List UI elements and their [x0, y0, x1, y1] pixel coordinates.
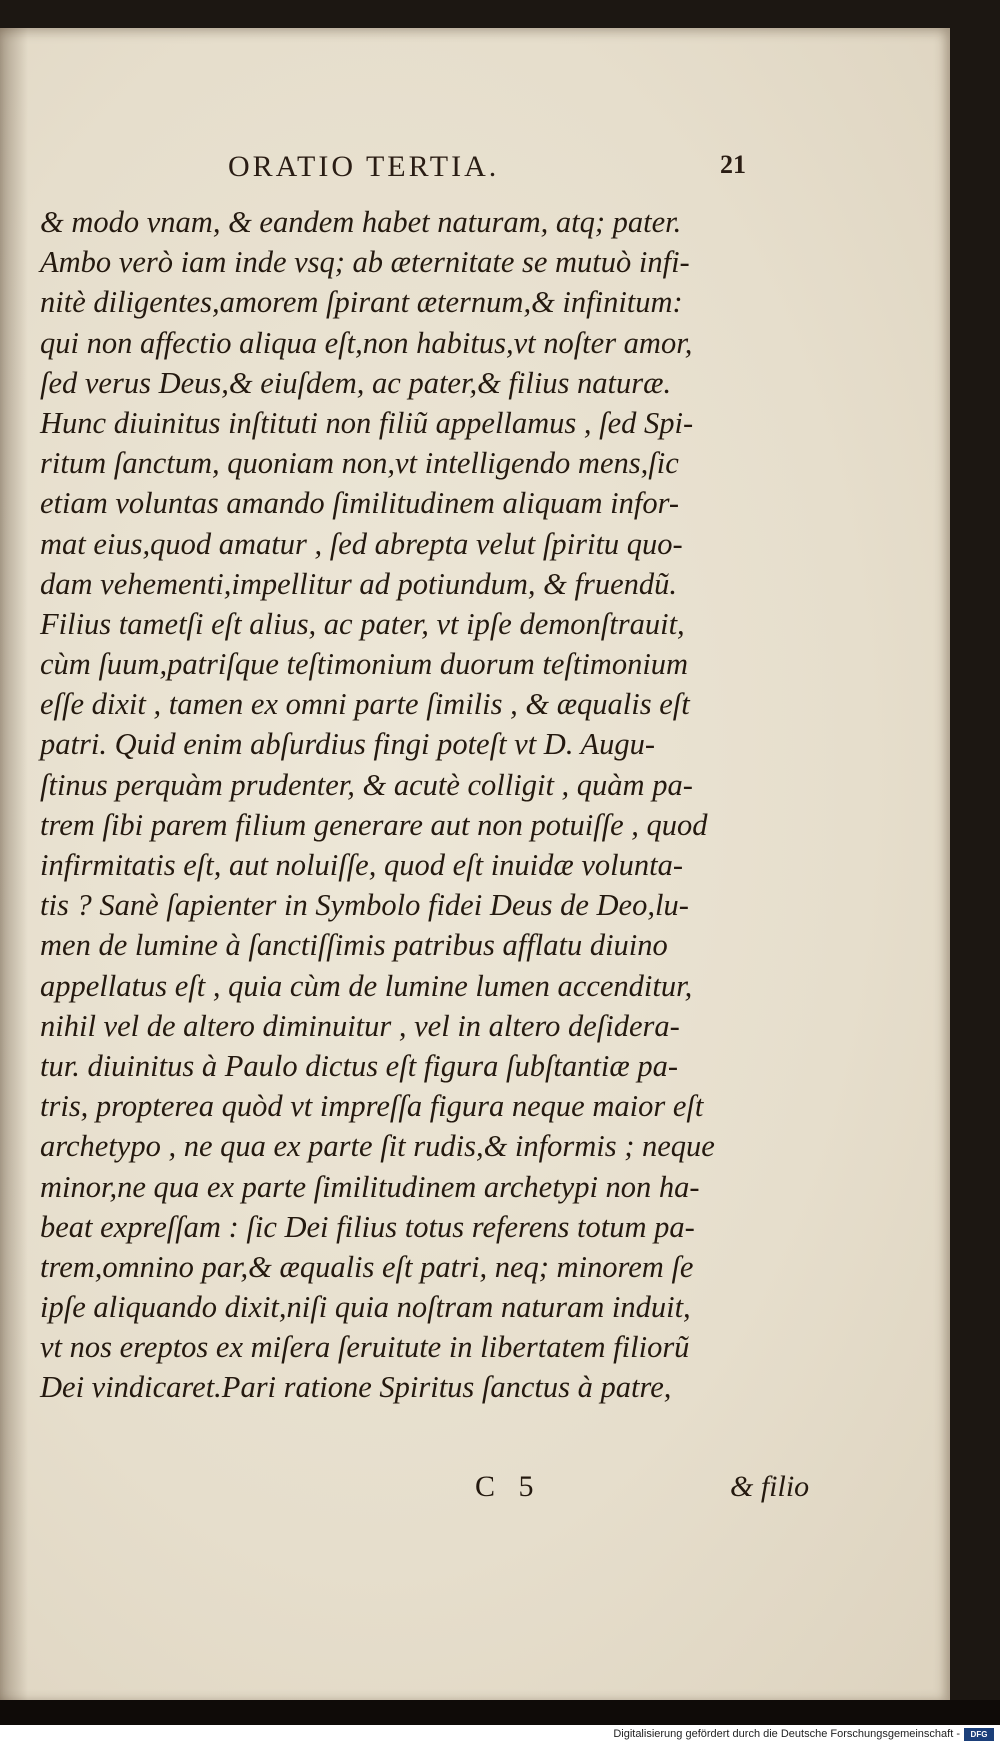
- text-line: & modo vnam, & eandem habet naturam, atq; pater.: [40, 205, 682, 239]
- text-line: nitè diligentes,amorem ſpirant æternum,& infinitum:: [40, 285, 683, 320]
- running-title: ORATIO TERTIA.: [228, 150, 500, 183]
- text-line: archetypo , ne qua ex parte ſit rudis,& informis ; neque: [40, 1129, 715, 1164]
- credit-bar: [0, 1725, 1000, 1745]
- text-line: ipſe aliquando dixit,niſi quia noſtram naturam induit,: [40, 1290, 691, 1325]
- page-header: [40, 150, 810, 190]
- text-line: trem,omnino par,& æqualis eſt patri, neq; minorem ſe: [40, 1249, 694, 1284]
- catchword: & filio: [730, 1470, 810, 1503]
- text-line: infirmitatis eſt, aut noluiſſe, quod eſt inuidæ volunta-: [40, 848, 684, 882]
- text-line: men de lumine à ſanctiſſimis patribus afflatu diuino: [40, 928, 668, 963]
- text-line: patri. Quid enim abſurdius fingi poteſt vt D. Augu-: [40, 727, 656, 762]
- text-line: Dei vindicaret.Pari ratione Spiritus ſanctus à patre,: [40, 1370, 672, 1405]
- text-line: qui non affectio aliqua eſt,non habitus,vt noſter amor,: [40, 325, 693, 360]
- text-line: nihil vel de altero diminuitur , vel in altero deſidera-: [40, 1008, 680, 1043]
- page-footer: [40, 1470, 810, 1510]
- text-line: ritum ſanctum, quoniam non,vt intelligendo mens,ſic: [40, 446, 679, 481]
- text-line: tur. diuinitus à Paulo dictus eſt figura ſubſtantiæ pa-: [40, 1048, 678, 1083]
- scan-bottom-edge: [0, 1700, 1000, 1725]
- text-line: Filius tametſi eſt alius, ac pater, vt ipſe demonſtrauit,: [40, 606, 685, 641]
- spine-shadow: [0, 28, 28, 1700]
- dfg-logo-icon: DFG: [964, 1728, 994, 1741]
- text-line: trem ſibi parem filium generare aut non potuiſſe , quod: [40, 807, 708, 842]
- page-number: 21: [720, 150, 746, 179]
- text-line: dam vehementi,impellitur ad potiundum, & fruendũ.: [40, 566, 678, 601]
- body-text: [40, 202, 810, 1408]
- text-line: etiam voluntas amando ſimilitudinem aliquam infor-: [40, 486, 680, 521]
- text-line: tris, propterea quòd vt impreſſa figura neque maior eſt: [40, 1089, 704, 1124]
- text-line: tis ? Sanè ſapienter in Symbolo fidei Deus de Deo,lu-: [40, 888, 689, 923]
- text-line: ſed verus Deus,& eiuſdem, ac pater,& filius naturæ.: [40, 365, 672, 400]
- text-line: beat expreſſam : ſic Dei filius totus referens totum pa-: [40, 1209, 695, 1244]
- text-line: appellatus eſt , quia cùm de lumine lumen accenditur,: [40, 968, 693, 1003]
- text-line: Ambo verò iam inde vsq; ab æternitate se mutuò infi-: [40, 245, 690, 280]
- credit-text: Digitalisierung gefördert durch die Deutsche Forschungsgemeinschaft -: [613, 1728, 960, 1740]
- text-line: eſſe dixit , tamen ex omni parte ſimilis , & æqualis eſt: [40, 687, 690, 722]
- text-line: Hunc diuinitus inſtituti non filiũ appellamus , ſed Spi-: [40, 405, 694, 440]
- text-line: vt nos ereptos ex miſera ſeruitute in libertatem filiorũ: [40, 1330, 690, 1365]
- signature-mark: C 5: [475, 1470, 542, 1503]
- text-line: ſtinus perquàm prudenter, & acutè colligit , quàm pa-: [40, 767, 693, 802]
- text-line: mat eius,quod amatur , ſed abrepta velut ſpiritu quo-: [40, 526, 683, 561]
- text-line: cùm ſuum,patriſque teſtimonium duorum teſtimonium: [40, 647, 689, 682]
- text-line: minor,ne qua ex parte ſimilitudinem archetypi non ha-: [40, 1169, 700, 1204]
